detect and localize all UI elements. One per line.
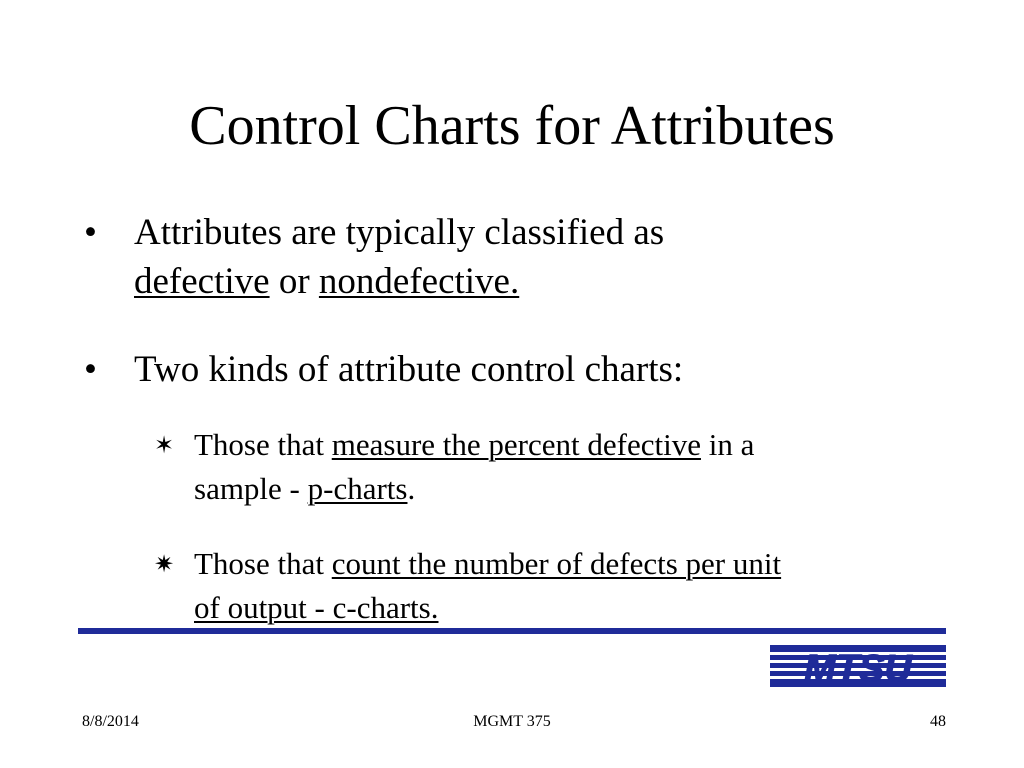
bullet-marker: • — [84, 212, 97, 253]
term-nondefective: nondefective. — [318, 261, 520, 302]
bullet-marker: • — [84, 349, 97, 390]
p-charts-term: p-charts — [307, 471, 408, 506]
logo-text: MTSU — [804, 648, 912, 687]
c-charts-term: of output - c-charts. — [194, 590, 439, 625]
sub-bullet-line2-suffix: . — [407, 471, 416, 506]
footer-date: 8/8/2014 — [82, 713, 139, 730]
term-joiner: or — [269, 261, 319, 302]
bullet-text — [134, 208, 664, 306]
sub-bullet-prefix: Those that — [194, 546, 332, 581]
sub-bullet-text — [194, 542, 781, 630]
star-icon: ✷ — [154, 550, 175, 578]
bullet-text: Two kinds of attribute control charts: — [134, 349, 684, 390]
sub-bullet-text — [194, 423, 754, 511]
sub-bullet-emphasis: measure the percent defective — [331, 427, 701, 462]
star-icon: ✶ — [154, 431, 175, 459]
bullet-line: Attributes are typically classified as — [134, 212, 665, 253]
sub-bullet-suffix: in a — [700, 427, 755, 462]
sub-bullet-prefix: Those that — [194, 427, 332, 462]
sub-bullet-line2-prefix: sample - — [194, 471, 308, 506]
footer-page-number: 48 — [930, 713, 946, 730]
sub-bullet-emphasis: count the number of defects per unit — [331, 546, 782, 581]
footer-course: MGMT 375 — [473, 713, 551, 730]
divider-rule — [78, 628, 946, 634]
mtsu-logo — [770, 645, 946, 687]
term-defective: defective — [134, 261, 270, 302]
slide-title: Control Charts for Attributes — [189, 95, 835, 157]
